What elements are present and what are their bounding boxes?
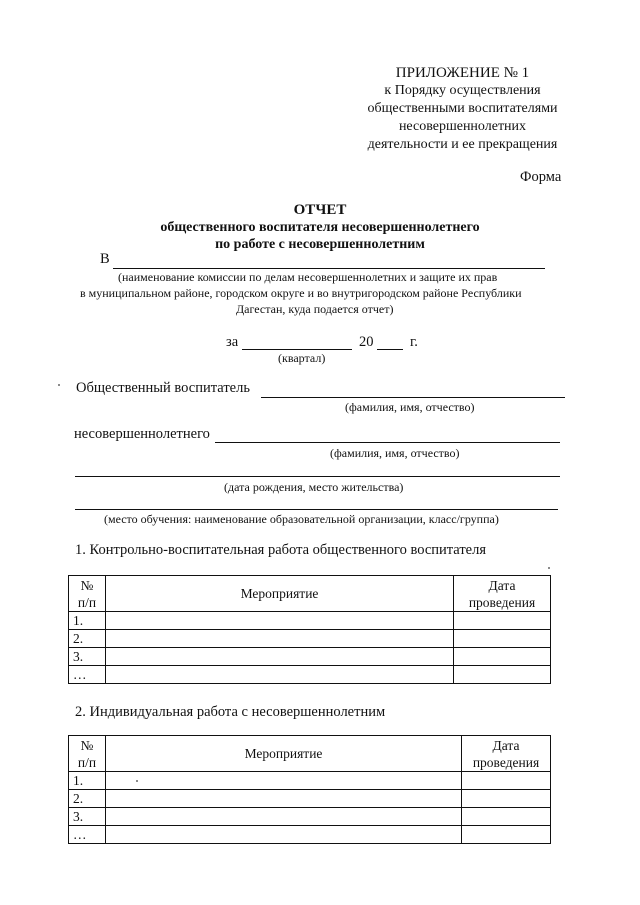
section1-table bbox=[68, 575, 551, 684]
minor-hint: (фамилия, имя, отчество) bbox=[330, 446, 460, 460]
event-cell[interactable] bbox=[106, 648, 454, 666]
appendix-line: к Порядку осуществления bbox=[384, 83, 541, 98]
report-subtitle: по работе с несовершеннолетним bbox=[215, 237, 425, 252]
scan-speck bbox=[58, 384, 60, 386]
date-cell[interactable] bbox=[454, 630, 551, 648]
date-cell[interactable] bbox=[462, 790, 551, 808]
date-cell[interactable] bbox=[454, 648, 551, 666]
year-field[interactable] bbox=[377, 349, 403, 350]
commission-field[interactable] bbox=[113, 268, 545, 269]
event-cell[interactable] bbox=[106, 826, 462, 844]
date-cell[interactable] bbox=[454, 666, 551, 684]
table-row: 2. bbox=[69, 630, 551, 648]
report-subtitle: общественного воспитателя несовершеннолетнего bbox=[160, 220, 480, 235]
event-header: Мероприятие bbox=[106, 736, 462, 772]
educator-hint: (фамилия, имя, отчество) bbox=[345, 400, 475, 414]
appendix-line: общественными воспитателями bbox=[367, 101, 558, 116]
table-row: 1. bbox=[69, 772, 551, 790]
commission-hint: (наименование комиссии по делам несовершеннолетних и защите их прав bbox=[118, 270, 498, 284]
appendix-block bbox=[330, 64, 595, 154]
scan-speck bbox=[548, 567, 550, 569]
event-cell[interactable] bbox=[106, 790, 462, 808]
study-field[interactable] bbox=[75, 509, 558, 510]
table-row: 1. bbox=[69, 612, 551, 630]
section2-table bbox=[68, 735, 551, 844]
event-cell[interactable] bbox=[106, 772, 462, 790]
appendix-line: несовершеннолетних bbox=[398, 119, 527, 134]
event-header: Мероприятие bbox=[106, 576, 454, 612]
event-cell[interactable] bbox=[106, 666, 454, 684]
appendix-line: деятельности и ее прекращения bbox=[367, 137, 558, 152]
table-row: 3. bbox=[69, 808, 551, 826]
birth-hint: (дата рождения, место жительства) bbox=[224, 480, 404, 494]
report-title: ОТЧЕТ bbox=[293, 202, 347, 218]
table-row: … bbox=[69, 826, 551, 844]
date-header: Дата проведения bbox=[462, 736, 551, 772]
date-cell[interactable] bbox=[454, 612, 551, 630]
study-hint: (место обучения: наименование образовательной организации, класс/группа) bbox=[104, 512, 499, 526]
report-title-block bbox=[0, 202, 640, 253]
date-header: Дата проведения bbox=[454, 576, 551, 612]
minor-label: несовершеннолетнего bbox=[74, 426, 210, 442]
table-row: 3. bbox=[69, 648, 551, 666]
event-cell[interactable] bbox=[106, 808, 462, 826]
num-header: № п/п bbox=[69, 576, 106, 612]
section2-title: 2. Индивидуальная работа с несовершеннолетним bbox=[75, 704, 386, 720]
section1-title: 1. Контрольно-воспитательная работа общественного воспитателя bbox=[75, 542, 487, 558]
quarter-field[interactable] bbox=[242, 349, 352, 350]
year-suffix: г. bbox=[410, 334, 418, 350]
form-label: Форма bbox=[520, 169, 562, 185]
table-row: … bbox=[69, 666, 551, 684]
year-prefix: 20 bbox=[359, 334, 374, 350]
birth-field[interactable] bbox=[75, 476, 560, 477]
educator-field[interactable] bbox=[261, 397, 565, 398]
educator-label: Общественный воспитатель bbox=[76, 380, 250, 396]
date-cell[interactable] bbox=[462, 826, 551, 844]
event-cell[interactable] bbox=[106, 612, 454, 630]
appendix-title: ПРИЛОЖЕНИЕ № 1 bbox=[395, 65, 530, 81]
date-cell[interactable] bbox=[462, 772, 551, 790]
date-cell[interactable] bbox=[462, 808, 551, 826]
minor-field[interactable] bbox=[215, 442, 560, 443]
commission-prefix: В bbox=[100, 251, 110, 267]
scan-speck bbox=[136, 780, 138, 782]
num-header: № п/п bbox=[69, 736, 106, 772]
commission-hint: Дагестан, куда подается отчет) bbox=[236, 302, 394, 316]
event-cell[interactable] bbox=[106, 630, 454, 648]
commission-hint: в муниципальном районе, городском округе и во внутригородском районе Республики bbox=[80, 286, 522, 300]
table-row: 2. bbox=[69, 790, 551, 808]
period-prefix: за bbox=[226, 334, 239, 350]
quarter-hint: (квартал) bbox=[278, 351, 326, 365]
